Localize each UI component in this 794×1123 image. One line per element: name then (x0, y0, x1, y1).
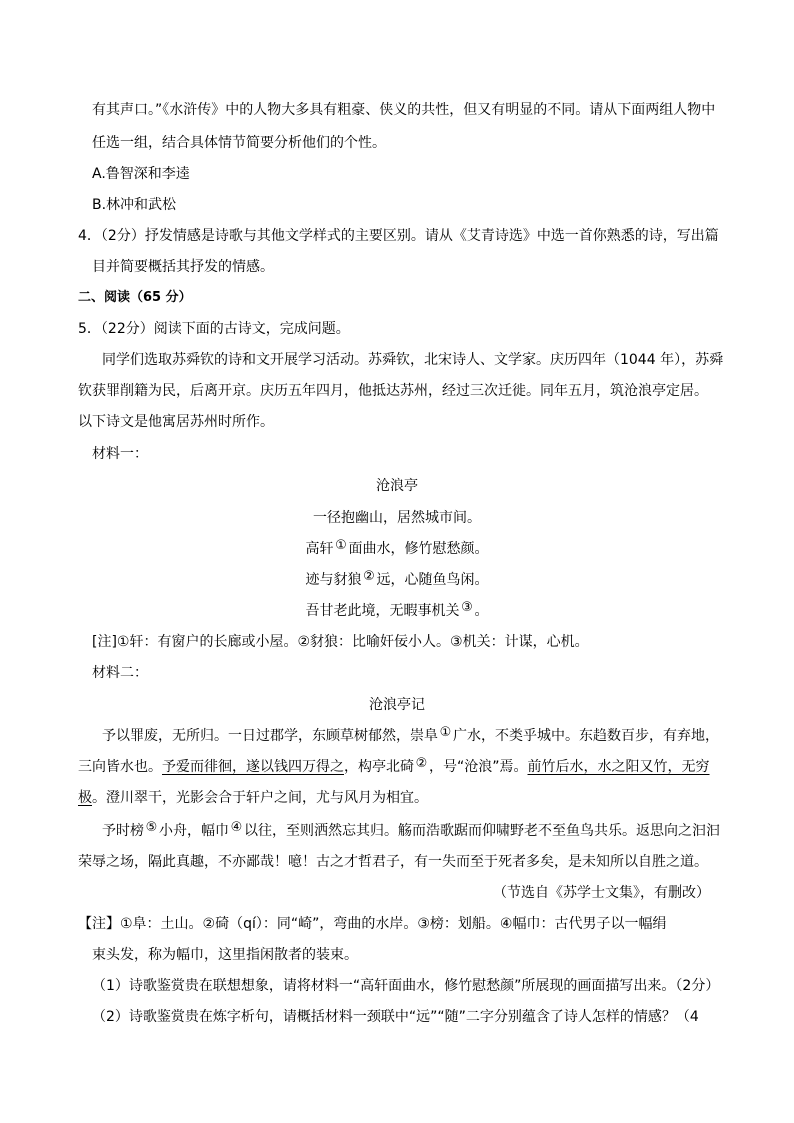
essay-notes-line2: 束头发，称为幅巾，这里指闲散者的装束。 (92, 947, 358, 963)
q5-background-line2: 钦获罪削籍为民，后离开京。庆历五年四月，他抵达苏州，经过三次迁徙。同年五月，筑沧浪亭定居。 (78, 383, 708, 399)
essay-line4-part2: 小舟，幅巾 (159, 823, 229, 839)
q3-option-a: A.鲁智深和李逵 (92, 166, 190, 182)
essay-line1-part2: 广水，不类乎城中。东趋数百步，有弃地， (453, 728, 719, 744)
poem-line1: 一径抱幽山，居然城市间。 (313, 510, 481, 526)
essay-line4 (102, 821, 720, 843)
footnote-marker-4: ④ (230, 820, 243, 835)
essay-title: 沧浪亭记 (369, 697, 425, 713)
footnote-marker-1: ① (439, 725, 452, 740)
essay-line2 (78, 757, 710, 779)
footnote-marker-3: ③ (461, 600, 473, 615)
essay-line3-part2: 。澄川翠干，光影会合于轩户之间，尤与风月为相宜。 (92, 790, 428, 806)
section-title-reading: 二、阅读（65 分） (78, 290, 192, 305)
poem-line2-part1: 高轩 (305, 541, 334, 557)
essay-underlined-sentence1: 予爱而徘徊，遂以钱四万得之 (162, 759, 344, 775)
poem-line3-part1: 迹与豺狼 (305, 572, 362, 588)
q5-background-line1: 同学们选取苏舜钦的诗和文开展学习活动。苏舜钦，北宋诗人、文学家。庆历四年（1044 年），苏舜 (102, 352, 724, 368)
q3-option-b: B.林冲和武松 (92, 197, 177, 213)
essay-line4-part3: 以往，至则洒然忘其归。觞而浩歌踞而仰啸野老不至鱼鸟共乐。返思向之汩汩 (244, 823, 720, 839)
essay-line2-part2: ，构亭北碕 (344, 759, 414, 775)
poem-line4-part2: 。 (474, 603, 489, 619)
footnote-marker-5: ⑤ (145, 820, 158, 835)
material2-label: 材料二： (92, 665, 148, 681)
poem-line3 (0, 570, 794, 590)
q5-intro: 5．（22分）阅读下面的古诗文，完成问题。 (78, 321, 350, 337)
essay-line5: 荣辱之场，隔此真趣，不亦鄙哉！噫！古之才哲君子，有一失而至于死者多矣，是未知所以自胜之道。 (78, 854, 708, 870)
essay-line2-part1: 三向皆水也。 (78, 759, 162, 775)
poem-title: 沧浪亭 (376, 478, 418, 494)
essay-underlined-sentence2-end: 极 (78, 790, 92, 806)
essay-line3 (78, 788, 428, 810)
q3-text-line2: 任选一组，结合具体情节简要分析他们的个性。 (92, 135, 386, 151)
q4-text-line2: 目并简要概括其抒发的情感。 (92, 259, 274, 275)
essay-notes-line1: 【注】①阜：土山。②碕（qí）：同“崎”，弯曲的水岸。③榜：划船。④幅巾：古代男子以一幅绢 (78, 916, 667, 932)
essay-underlined-sentence2: 前竹后水，水之阳又竹，无穷 (527, 759, 710, 775)
poem-notes: [注]①轩：有窗户的长廊或小屋。②豺狼：比喻奸佞小人。③机关：计谋，心机。 (92, 634, 589, 650)
q3-text-line1: 有其声口。”《水浒传》中的人物大多具有粗豪、侠义的共性，但又有明显的不同。请从下面两组人物中 (92, 102, 716, 118)
essay-line2-part3: ，号“沧浪”焉。 (429, 759, 528, 775)
q5-subquestion-2: （2）诗歌鉴赏贵在炼字析句，请概括材料一颈联中“远”“随”二字分别蕴含了诗人怎样的情感？（4 (92, 1009, 699, 1025)
footnote-marker-2: ② (363, 569, 375, 584)
material1-label: 材料一： (92, 446, 148, 462)
poem-line4 (0, 601, 794, 621)
footnote-marker-2: ② (415, 756, 428, 771)
poem-line4-part1: 吾甘老此境，无暇事机关 (305, 603, 460, 619)
q5-subquestion-1: （1）诗歌鉴赏贵在联想想象，请将材料一“高轩面曲水，修竹慰愁颜”所展现的画面描写出来。（2分） (92, 978, 720, 994)
poem-line2 (0, 539, 794, 559)
poem-line2-part2: 面曲水，修竹慰愁颜。 (348, 541, 489, 557)
q4-text-line1: 4．（2分）抒发情感是诗歌与其他文学样式的主要区别。请从《艾青诗选》中选一首你熟悉的诗，写出篇 (78, 228, 719, 244)
poem-line3-part2: 远，心随鱼鸟闲。 (376, 572, 489, 588)
q5-background-line3: 以下诗文是他寓居苏州时所作。 (78, 414, 274, 430)
essay-line4-part1: 予时榜 (102, 823, 144, 839)
essay-line1 (102, 726, 719, 748)
essay-source: （节选自《苏学士文集》，有删改） (493, 885, 710, 901)
essay-line1-part1: 予以罪废，无所归。一日过郡学，东顾草树郁然，崇阜 (102, 728, 438, 744)
footnote-marker-1: ① (335, 538, 347, 553)
